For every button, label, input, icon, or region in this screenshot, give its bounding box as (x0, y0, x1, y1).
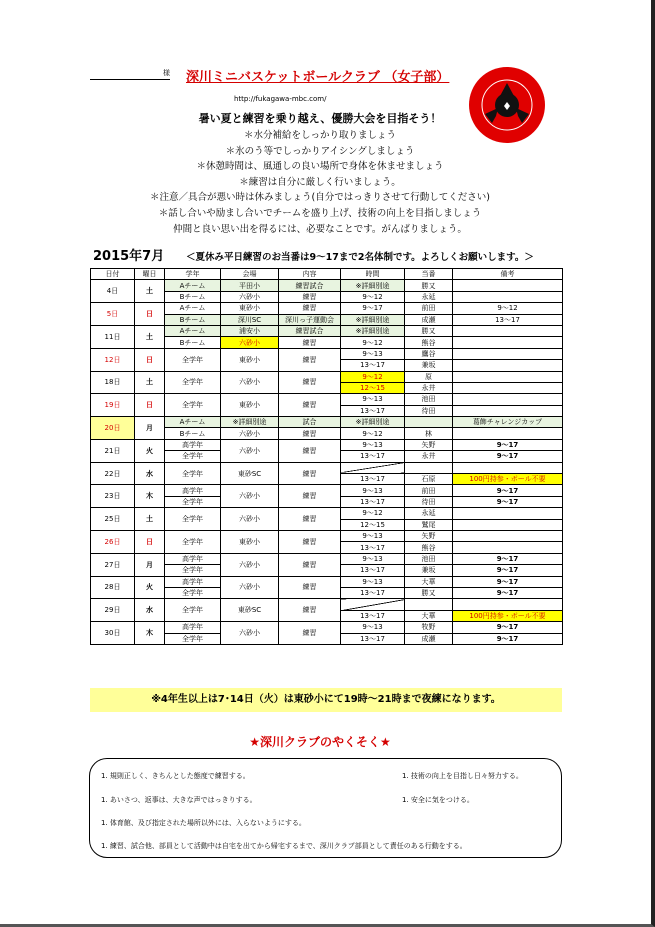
remarks-cell (453, 348, 563, 359)
remarks-cell: 9～17 (453, 576, 563, 587)
grade-cell: 全学年 (165, 530, 221, 553)
remarks-cell (453, 382, 563, 393)
content-cell: 練習 (279, 508, 341, 531)
content-cell: 試合 (279, 417, 341, 428)
grade-cell: 高学年 (165, 622, 221, 633)
promise-title: ★深川クラブのやくそく★ (249, 735, 391, 749)
venue-cell: 六砂小 (221, 337, 279, 348)
time-cell: 9～13 (341, 394, 405, 405)
time-cell: 13～17 (341, 542, 405, 553)
remarks-cell: 9～17 (453, 633, 563, 644)
content-cell: 練習 (279, 348, 341, 371)
table-row (91, 462, 563, 473)
grade-cell: Bチーム (165, 291, 221, 302)
table-row (91, 417, 563, 428)
duty-cell: 勝又 (405, 325, 453, 336)
note-line: ＊注意／具合が悪い時は休みましょう(自分ではっきりさせて行動してください) (150, 192, 490, 204)
content-cell: 練習試合 (279, 325, 341, 336)
note-line: ＊練習は自分に厳しく行いましょう。 (239, 176, 401, 188)
slogan: 暑い夏と練習を乗り越え、優勝大会を目指そう！ (198, 112, 442, 125)
weekday-cell: 日 (135, 394, 165, 417)
weekday-cell: 土 (135, 280, 165, 303)
duty-cell: 熊谷 (405, 542, 453, 553)
date-cell: 27日 (91, 553, 135, 576)
remarks-cell: 9～17 (453, 485, 563, 496)
duty-cell (405, 462, 453, 473)
weekday-cell: 土 (135, 371, 165, 394)
table-row (91, 371, 563, 382)
time-cell: 13～17 (341, 496, 405, 507)
duty-cell: 待田 (405, 405, 453, 416)
venue-cell: 六砂小 (221, 508, 279, 531)
time-cell: 13～17 (341, 405, 405, 416)
summer-notes (0, 128, 640, 237)
remarks-cell: 100円持参・ボール不要 (453, 610, 563, 621)
rule-item: 1. 規則正しく、きちんとした態度で練習する。 (101, 772, 250, 780)
weekday-cell: 月 (135, 417, 165, 440)
date-cell: 26日 (91, 530, 135, 553)
grade-cell: 全学年 (165, 451, 221, 462)
time-cell: 9～13 (341, 576, 405, 587)
remarks-cell (453, 371, 563, 382)
venue-cell: 深川SC (221, 314, 279, 325)
weekday-cell: 木 (135, 622, 165, 645)
remarks-cell: 9～17 (453, 553, 563, 564)
grade-cell: 全学年 (165, 462, 221, 485)
content-cell: 練習 (279, 485, 341, 508)
grade-cell: 全学年 (165, 587, 221, 598)
weekday-cell: 土 (135, 508, 165, 531)
date-cell: 29日 (91, 599, 135, 622)
time-cell: 9～12 (341, 337, 405, 348)
date-cell: 19日 (91, 394, 135, 417)
duty-cell: 勝又 (405, 280, 453, 291)
remarks-cell (453, 542, 563, 553)
time-cell: 9～13 (341, 622, 405, 633)
venue-cell: 東砂SC (221, 462, 279, 485)
duty-cell: 永延 (405, 508, 453, 519)
table-row (91, 485, 563, 496)
duty-cell: 林 (405, 428, 453, 439)
duty-cell: 成瀬 (405, 314, 453, 325)
time-cell: ※詳細別途 (341, 325, 405, 336)
duty-cell: 牧野 (405, 622, 453, 633)
time-cell: 13～17 (341, 451, 405, 462)
grade-cell: 全学年 (165, 565, 221, 576)
column-header: 学年 (165, 269, 221, 280)
weekday-cell: 火 (135, 439, 165, 462)
column-header: 日付 (91, 269, 135, 280)
remarks-cell (453, 360, 563, 371)
venue-cell: 東砂小 (221, 530, 279, 553)
content-cell: 練習 (279, 462, 341, 485)
night-practice-note: ※4年生以上は7･14日（火）は東砂小にて19時～21時まで夜練になります。 (90, 688, 562, 712)
weekday-cell: 日 (135, 348, 165, 371)
duty-cell: 兼坂 (405, 565, 453, 576)
table-row (91, 303, 563, 314)
date-cell: 12日 (91, 348, 135, 371)
duty-cell: 永井 (405, 382, 453, 393)
club-rules-box (89, 758, 562, 858)
venue-cell: 平田小 (221, 280, 279, 291)
table-row (91, 348, 563, 359)
content-cell: 練習 (279, 394, 341, 417)
note-line: ＊水分補給をしっかり取りましょう (243, 130, 396, 141)
duty-cell: 永井 (405, 451, 453, 462)
content-cell: 練習 (279, 576, 341, 599)
remarks-cell: 9～17 (453, 622, 563, 633)
remarks-cell (453, 462, 563, 473)
venue-cell: 六砂小 (221, 576, 279, 599)
remarks-cell (453, 599, 563, 610)
weekday-cell: 日 (135, 530, 165, 553)
table-row (91, 439, 563, 450)
weekday-cell: 水 (135, 462, 165, 485)
duty-cell: 石原 (405, 474, 453, 485)
grade-cell: 全学年 (165, 508, 221, 531)
grade-cell: 全学年 (165, 394, 221, 417)
grade-cell: Aチーム (165, 303, 221, 314)
weekday-cell: 日 (135, 303, 165, 326)
grade-cell: 高学年 (165, 553, 221, 564)
column-header: 会場 (221, 269, 279, 280)
duty-cell: 大華 (405, 576, 453, 587)
rule-item: 1. 練習、試合他、部員として活動中は自宅を出てから帰宅するまで、深川クラブ部員として責任のある行動をする。 (101, 842, 467, 850)
remarks-cell: 9～17 (453, 565, 563, 576)
schedule-month: 2015年7月 (93, 249, 165, 264)
time-cell: 9～12 (341, 428, 405, 439)
grade-cell: Aチーム (165, 325, 221, 336)
duty-cell: 鷹谷 (405, 348, 453, 359)
venue-cell: 東砂SC (221, 599, 279, 622)
venue-cell: 東砂小 (221, 303, 279, 314)
content-cell: 練習 (279, 439, 341, 462)
remarks-cell: 13～17 (453, 314, 563, 325)
content-cell: 練習 (279, 622, 341, 645)
weekday-cell: 火 (135, 576, 165, 599)
table-row (91, 599, 563, 610)
date-cell: 5日 (91, 303, 135, 326)
time-cell: 9～13 (341, 439, 405, 450)
venue-cell: 六砂小 (221, 371, 279, 394)
content-cell: 練習 (279, 530, 341, 553)
venue-cell: 東砂小 (221, 394, 279, 417)
grade-cell: Bチーム (165, 428, 221, 439)
time-cell: ※詳細別途 (341, 314, 405, 325)
remarks-cell (453, 428, 563, 439)
time-cell: 9～12 (341, 291, 405, 302)
remarks-cell: 100円持参・ボール不要 (453, 474, 563, 485)
venue-cell: 六砂小 (221, 428, 279, 439)
time-cell: 12～15 (341, 519, 405, 530)
rule-item: 1. 技術の向上を目指し日々努力する。 (402, 772, 523, 780)
time-cell: 13～17 (341, 587, 405, 598)
duty-cell: 矢野 (405, 439, 453, 450)
remarks-cell (453, 519, 563, 530)
venue-cell: 六砂小 (221, 439, 279, 462)
remarks-cell (453, 508, 563, 519)
time-cell: 9～13 (341, 553, 405, 564)
content-cell: 練習 (279, 337, 341, 348)
content-cell: 練習 (279, 553, 341, 576)
time-cell: 9～13 (341, 530, 405, 541)
grade-cell: Aチーム (165, 280, 221, 291)
duty-cell: 熊谷 (405, 337, 453, 348)
table-row (91, 530, 563, 541)
weekday-cell: 水 (135, 599, 165, 622)
table-row (91, 622, 563, 633)
note-line: ＊話し合いや励まし合いでチームを盛り上げ、技術の向上を目指しましょう (158, 207, 482, 219)
venue-cell: 東砂小 (221, 348, 279, 371)
club-title: 深川ミニバスケットボールクラブ （女子部） (186, 70, 450, 85)
duty-cell: 鷲尾 (405, 519, 453, 530)
grade-cell: 全学年 (165, 633, 221, 644)
club-url: http://fukagawa-mbc.com/ (234, 95, 327, 103)
date-cell: 22日 (91, 462, 135, 485)
date-cell: 4日 (91, 280, 135, 303)
grade-cell: Bチーム (165, 337, 221, 348)
table-row (91, 508, 563, 519)
content-cell: 練習 (279, 371, 341, 394)
table-row (91, 576, 563, 587)
weekday-cell: 木 (135, 485, 165, 508)
date-cell: 25日 (91, 508, 135, 531)
duty-notice: ＜夏休み平日練習のお当番は9～17まで2名体制です。よろしくお願いします。＞ (186, 252, 534, 263)
weekday-cell: 土 (135, 325, 165, 348)
table-row (91, 553, 563, 564)
duty-cell: 兼坂 (405, 360, 453, 371)
time-cell (341, 462, 405, 473)
table-row (91, 280, 563, 291)
grade-cell: 全学年 (165, 348, 221, 371)
grade-cell: 全学年 (165, 496, 221, 507)
venue-cell: 六砂小 (221, 485, 279, 508)
practice-schedule-table (90, 268, 563, 645)
remarks-cell (453, 530, 563, 541)
time-cell: 9～17 (341, 303, 405, 314)
content-cell: 練習 (279, 599, 341, 622)
remarks-cell (453, 405, 563, 416)
duty-cell: 矢野 (405, 530, 453, 541)
grade-cell: 高学年 (165, 439, 221, 450)
duty-cell: 前田 (405, 303, 453, 314)
time-cell: ※詳細別途 (341, 280, 405, 291)
note-line: ＊休憩時間は、風通しの良い場所で身体を休ませましょう (196, 161, 444, 173)
table-row (91, 394, 563, 405)
content-cell: 練習試合 (279, 280, 341, 291)
content-cell: 練習 (279, 291, 341, 302)
time-cell: 12～15 (341, 382, 405, 393)
time-cell: 13～17 (341, 565, 405, 576)
table-header-row (91, 269, 563, 280)
date-cell: 28日 (91, 576, 135, 599)
column-header: 内容 (279, 269, 341, 280)
duty-cell: 永延 (405, 291, 453, 302)
grade-cell: Bチーム (165, 314, 221, 325)
date-cell: 20日 (91, 417, 135, 440)
grade-cell: 全学年 (165, 599, 221, 622)
weekday-cell: 月 (135, 553, 165, 576)
venue-cell: 六砂小 (221, 553, 279, 576)
duty-cell: 原 (405, 371, 453, 382)
rule-item: 1. あいさつ、返事は、大きな声ではっきりする。 (101, 796, 257, 804)
content-cell: 練習 (279, 303, 341, 314)
addressee-line: 様 (90, 68, 170, 80)
remarks-cell: 9～17 (453, 496, 563, 507)
remarks-cell: 9～17 (453, 451, 563, 462)
time-cell: 13～17 (341, 610, 405, 621)
venue-cell: 六砂小 (221, 291, 279, 302)
remarks-cell (453, 325, 563, 336)
duty-cell (405, 599, 453, 610)
date-cell: 18日 (91, 371, 135, 394)
rule-item: 1. 安全に気をつける。 (402, 796, 474, 804)
grade-cell: Aチーム (165, 417, 221, 428)
date-cell: 21日 (91, 439, 135, 462)
remarks-cell: 9～17 (453, 587, 563, 598)
grade-cell: 高学年 (165, 576, 221, 587)
remarks-cell (453, 291, 563, 302)
remarks-cell: 9～17 (453, 439, 563, 450)
duty-cell: 池田 (405, 394, 453, 405)
duty-cell: 待田 (405, 496, 453, 507)
time-cell: ※詳細別途 (341, 417, 405, 428)
remarks-cell: 9～12 (453, 303, 563, 314)
duty-cell (405, 417, 453, 428)
duty-cell: 成瀬 (405, 633, 453, 644)
time-cell: 13～17 (341, 474, 405, 485)
duty-cell: 勝又 (405, 587, 453, 598)
table-row (91, 325, 563, 336)
note-line: 仲間と良い思い出を得るには、必要なことです。がんばりましょう。 (173, 223, 467, 235)
date-cell: 30日 (91, 622, 135, 645)
venue-cell: 六砂小 (221, 622, 279, 645)
column-header: 曜日 (135, 269, 165, 280)
time-cell: 9～12 (341, 508, 405, 519)
venue-cell: ※詳細別途 (221, 417, 279, 428)
time-cell: 9～12 (341, 371, 405, 382)
column-header: 備考 (453, 269, 563, 280)
duty-cell: 大華 (405, 610, 453, 621)
remarks-cell (453, 394, 563, 405)
grade-cell: 全学年 (165, 371, 221, 394)
time-cell: 9～13 (341, 485, 405, 496)
time-cell: 9～13 (341, 348, 405, 359)
note-line: ＊氷のう等でしっかりアイシングしましょう (225, 145, 415, 157)
rule-item: 1. 体育館、及び指定された場所以外には、入らないようにする。 (101, 819, 306, 827)
remarks-cell (453, 280, 563, 291)
content-cell: 練習 (279, 428, 341, 439)
remarks-cell (453, 337, 563, 348)
date-cell: 23日 (91, 485, 135, 508)
date-cell: 11日 (91, 325, 135, 348)
column-header: 時間 (341, 269, 405, 280)
remarks-cell: 葛飾チャレンジカップ (453, 417, 563, 428)
column-header: 当番 (405, 269, 453, 280)
time-cell: 13～17 (341, 633, 405, 644)
grade-cell: 高学年 (165, 485, 221, 496)
duty-cell: 池田 (405, 553, 453, 564)
time-cell (341, 599, 405, 610)
venue-cell: 浦安小 (221, 325, 279, 336)
duty-cell: 前田 (405, 485, 453, 496)
content-cell: 深川っ子運動会 (279, 314, 341, 325)
time-cell: 13～17 (341, 360, 405, 371)
